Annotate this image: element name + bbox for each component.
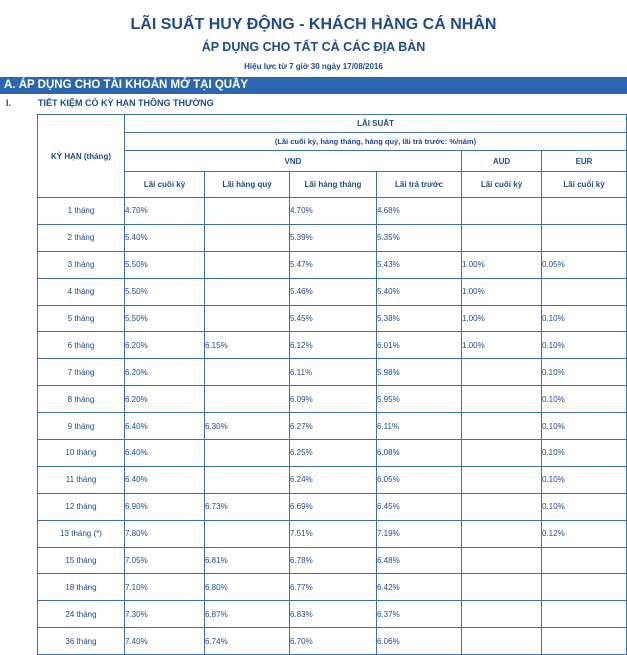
eur-cuoi-ky-cell: 0.10% <box>542 493 627 520</box>
term-header: KỲ HẠN (tháng) <box>38 115 125 198</box>
section-a-heading: A. ÁP DỤNG CHO TÀI KHOẢN MỞ TẠI QUẦY <box>0 77 627 94</box>
vnd-tra-truoc-cell: 6.05% <box>377 466 462 493</box>
vnd-tra-truoc-cell: 6.06% <box>377 628 462 655</box>
rate-header: LÃI SUẤT <box>125 115 627 133</box>
table-row <box>38 198 627 225</box>
vnd-tra-truoc-cell: 6.42% <box>377 574 462 601</box>
eur-cuoi-ky-cell <box>542 574 627 601</box>
vnd-hang-quy-cell <box>205 251 290 278</box>
vnd-cuoi-ky-cell: 6.40% <box>125 466 205 493</box>
vnd-tra-truoc-cell: 6.08% <box>377 440 462 467</box>
table-row <box>38 305 627 332</box>
rate-note: (Lãi cuối kỳ, hàng tháng, hàng quý, lãi trả trước: %/năm) <box>125 133 627 151</box>
vnd-hang-thang-cell: 5.47% <box>290 251 377 278</box>
column-header: Lãi cuối kỳ <box>462 172 542 198</box>
eur-cuoi-ky-cell <box>542 628 627 655</box>
term-cell: 13 tháng (*) <box>38 520 125 547</box>
vnd-cuoi-ky-cell: 7.30% <box>125 601 205 628</box>
aud-cuoi-ky-cell <box>462 386 542 413</box>
currency-vnd-header: VND <box>125 151 462 172</box>
vnd-tra-truoc-cell: 5.95% <box>377 386 462 413</box>
currency-eur-header: EUR <box>542 151 627 172</box>
table-row <box>38 359 627 386</box>
vnd-hang-thang-cell: 6.69% <box>290 493 377 520</box>
eur-cuoi-ky-cell: 0.12% <box>542 520 627 547</box>
vnd-hang-thang-cell: 6.27% <box>290 413 377 440</box>
term-cell: 11 tháng <box>38 466 125 493</box>
vnd-hang-thang-cell: 7.51% <box>290 520 377 547</box>
vnd-cuoi-ky-cell: 7.05% <box>125 547 205 574</box>
term-cell: 6 tháng <box>38 332 125 359</box>
term-cell: 1 tháng <box>38 198 125 225</box>
vnd-cuoi-ky-cell: 5.50% <box>125 305 205 332</box>
vnd-hang-thang-cell: 6.83% <box>290 601 377 628</box>
vnd-hang-thang-cell: 6.24% <box>290 466 377 493</box>
table-row <box>38 386 627 413</box>
page-subtitle: ÁP DỤNG CHO TẤT CẢ CÁC ĐỊA BÀN <box>201 40 426 54</box>
subsection-number: I. <box>6 98 12 108</box>
vnd-hang-quy-cell <box>205 520 290 547</box>
vnd-hang-thang-cell: 6.11% <box>290 359 377 386</box>
table-row <box>38 466 627 493</box>
vnd-hang-thang-cell: 6.70% <box>290 628 377 655</box>
aud-cuoi-ky-cell: 1.00% <box>462 251 542 278</box>
vnd-hang-thang-cell: 5.45% <box>290 305 377 332</box>
vnd-cuoi-ky-cell: 7.80% <box>125 520 205 547</box>
column-header: Lãi hàng tháng <box>290 172 377 198</box>
aud-cuoi-ky-cell <box>462 359 542 386</box>
subsection-title: TIẾT KIỆM CÓ KỲ HẠN THÔNG THƯỜNG <box>38 98 214 108</box>
eur-cuoi-ky-cell: 0.10% <box>542 466 627 493</box>
vnd-hang-quy-cell: 6.87% <box>205 601 290 628</box>
page-title: LÃI SUẤT HUY ĐỘNG - KHÁCH HÀNG CÁ NHÂN <box>130 16 497 33</box>
vnd-cuoi-ky-cell: 5.50% <box>125 251 205 278</box>
vnd-cuoi-ky-cell: 7.10% <box>125 574 205 601</box>
term-cell: 15 tháng <box>38 547 125 574</box>
column-header: Lãi cuối kỳ <box>125 172 205 198</box>
effective-date: Hiệu lực từ 7 giờ 30 ngày 17/08/2016 <box>244 62 383 71</box>
aud-cuoi-ky-cell <box>462 413 542 440</box>
vnd-hang-quy-cell <box>205 386 290 413</box>
term-cell: 7 tháng <box>38 359 125 386</box>
aud-cuoi-ky-cell: 1.00% <box>462 305 542 332</box>
vnd-tra-truoc-cell: 6.11% <box>377 413 462 440</box>
table-row <box>38 251 627 278</box>
aud-cuoi-ky-cell <box>462 574 542 601</box>
vnd-hang-thang-cell: 6.12% <box>290 332 377 359</box>
vnd-hang-quy-cell: 6.15% <box>205 332 290 359</box>
vnd-tra-truoc-cell: 6.45% <box>377 493 462 520</box>
vnd-cuoi-ky-cell: 7.40% <box>125 628 205 655</box>
table-row <box>38 520 627 547</box>
aud-cuoi-ky-cell <box>462 628 542 655</box>
term-cell: 18 tháng <box>38 574 125 601</box>
vnd-cuoi-ky-cell: 6.20% <box>125 386 205 413</box>
term-cell: 36 tháng <box>38 628 125 655</box>
aud-cuoi-ky-cell <box>462 520 542 547</box>
table-row <box>38 547 627 574</box>
aud-cuoi-ky-cell: 1.00% <box>462 278 542 305</box>
aud-cuoi-ky-cell <box>462 466 542 493</box>
vnd-hang-thang-cell: 5.39% <box>290 224 377 251</box>
table-row <box>38 440 627 467</box>
term-cell: 10 tháng <box>38 440 125 467</box>
vnd-tra-truoc-cell: 5.98% <box>377 359 462 386</box>
eur-cuoi-ky-cell: 0.10% <box>542 386 627 413</box>
vnd-hang-thang-cell: 6.09% <box>290 386 377 413</box>
vnd-tra-truoc-cell: 5.40% <box>377 278 462 305</box>
aud-cuoi-ky-cell <box>462 601 542 628</box>
vnd-hang-quy-cell <box>205 198 290 225</box>
subsection-heading <box>0 98 627 110</box>
vnd-tra-truoc-cell: 5.38% <box>377 305 462 332</box>
vnd-hang-quy-cell: 6.80% <box>205 574 290 601</box>
eur-cuoi-ky-cell <box>542 547 627 574</box>
vnd-tra-truoc-cell: 5.43% <box>377 251 462 278</box>
table-row <box>38 224 627 251</box>
vnd-hang-thang-cell: 6.78% <box>290 547 377 574</box>
vnd-cuoi-ky-cell: 6.40% <box>125 440 205 467</box>
term-cell: 5 tháng <box>38 305 125 332</box>
table-row <box>38 574 627 601</box>
aud-cuoi-ky-cell <box>462 224 542 251</box>
term-cell: 8 tháng <box>38 386 125 413</box>
eur-cuoi-ky-cell: 0.10% <box>542 305 627 332</box>
vnd-cuoi-ky-cell: 6.20% <box>125 332 205 359</box>
term-cell: 9 tháng <box>38 413 125 440</box>
vnd-hang-thang-cell: 6.77% <box>290 574 377 601</box>
table-row <box>38 601 627 628</box>
vnd-hang-quy-cell <box>205 224 290 251</box>
vnd-hang-quy-cell <box>205 305 290 332</box>
vnd-cuoi-ky-cell: 6.90% <box>125 493 205 520</box>
vnd-hang-thang-cell: 5.46% <box>290 278 377 305</box>
aud-cuoi-ky-cell <box>462 198 542 225</box>
vnd-cuoi-ky-cell: 5.40% <box>125 224 205 251</box>
term-cell: 2 tháng <box>38 224 125 251</box>
column-header: Lãi trả trước <box>377 172 462 198</box>
vnd-hang-quy-cell: 6.81% <box>205 547 290 574</box>
vnd-tra-truoc-cell: 5.35% <box>377 224 462 251</box>
vnd-hang-quy-cell <box>205 440 290 467</box>
aud-cuoi-ky-cell <box>462 547 542 574</box>
vnd-hang-quy-cell: 6.74% <box>205 628 290 655</box>
table-row <box>38 332 627 359</box>
vnd-tra-truoc-cell: 6.01% <box>377 332 462 359</box>
eur-cuoi-ky-cell: 0.10% <box>542 440 627 467</box>
currency-aud-header: AUD <box>462 151 542 172</box>
vnd-hang-quy-cell <box>205 278 290 305</box>
vnd-hang-thang-cell: 6.25% <box>290 440 377 467</box>
term-cell: 3 tháng <box>38 251 125 278</box>
vnd-cuoi-ky-cell: 6.20% <box>125 359 205 386</box>
eur-cuoi-ky-cell <box>542 278 627 305</box>
term-cell: 24 tháng <box>38 601 125 628</box>
eur-cuoi-ky-cell: 0.10% <box>542 332 627 359</box>
aud-cuoi-ky-cell <box>462 493 542 520</box>
column-header: Lãi cuối kỳ <box>542 172 627 198</box>
eur-cuoi-ky-cell <box>542 198 627 225</box>
table-row <box>38 628 627 655</box>
term-cell: 4 tháng <box>38 278 125 305</box>
aud-cuoi-ky-cell <box>462 440 542 467</box>
vnd-tra-truoc-cell: 6.37% <box>377 601 462 628</box>
vnd-tra-truoc-cell: 7.19% <box>377 520 462 547</box>
column-header: Lãi hàng quý <box>205 172 290 198</box>
eur-cuoi-ky-cell: 0.05% <box>542 251 627 278</box>
vnd-hang-thang-cell: 4.70% <box>290 198 377 225</box>
table-row <box>38 413 627 440</box>
vnd-hang-quy-cell: 6.73% <box>205 493 290 520</box>
eur-cuoi-ky-cell <box>542 224 627 251</box>
term-cell: 12 tháng <box>38 493 125 520</box>
vnd-tra-truoc-cell: 6.48% <box>377 547 462 574</box>
vnd-tra-truoc-cell: 4.68% <box>377 198 462 225</box>
vnd-cuoi-ky-cell: 4.70% <box>125 198 205 225</box>
aud-cuoi-ky-cell: 1.00% <box>462 332 542 359</box>
eur-cuoi-ky-cell: 0.10% <box>542 359 627 386</box>
rate-rows <box>38 198 627 655</box>
vnd-hang-quy-cell <box>205 359 290 386</box>
table-row <box>38 278 627 305</box>
eur-cuoi-ky-cell <box>542 601 627 628</box>
interest-rate-table <box>37 114 627 655</box>
vnd-hang-quy-cell: 6.30% <box>205 413 290 440</box>
vnd-cuoi-ky-cell: 5.50% <box>125 278 205 305</box>
table-row <box>38 493 627 520</box>
eur-cuoi-ky-cell: 0.10% <box>542 413 627 440</box>
vnd-hang-quy-cell <box>205 466 290 493</box>
vnd-cuoi-ky-cell: 6.40% <box>125 413 205 440</box>
